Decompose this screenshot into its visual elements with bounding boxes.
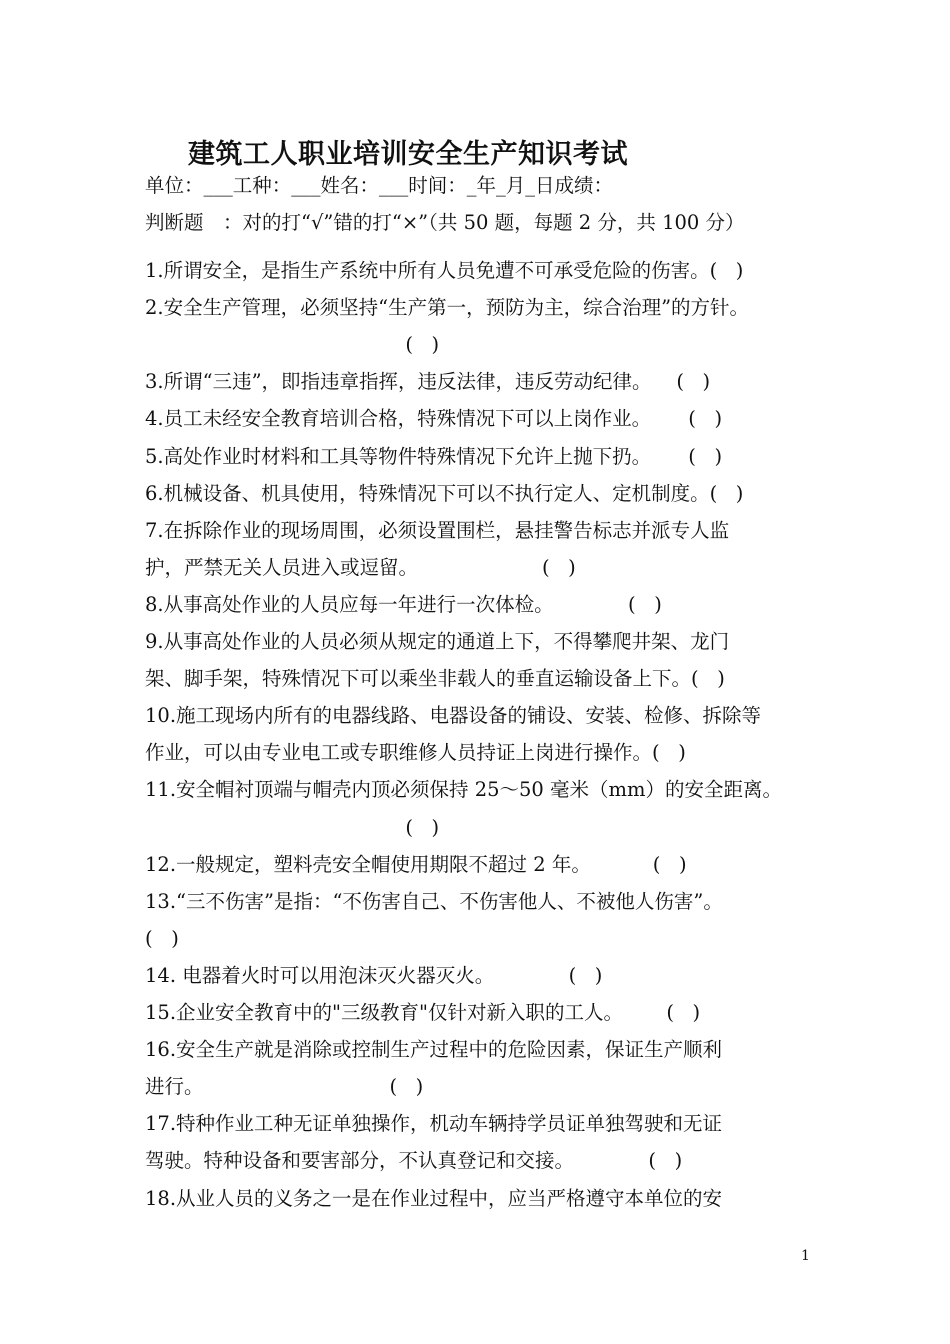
question-line: 架、脚手架，特殊情况下可以乘坐非载人的垂直运输设备上下。( ) [145, 667, 725, 691]
question-line: 14. 电器着火时可以用泡沫灭火器灭火。 ( ) [145, 963, 603, 987]
question-line: 9.从事高处作业的人员必须从规定的通道上下，不得攀爬井架、龙门 [145, 630, 730, 653]
question-line: 15.企业安全教育中的"三级教育"仅针对新入职的工人。 ( ) [145, 1001, 701, 1024]
info-line: 单位：___工种：___姓名：___时间：_年_月_日成绩： [145, 174, 614, 197]
question-line: 13.“三不伤害”是指：“不伤害自己、不伤害他人、不被他人伤害”。 [145, 889, 723, 913]
question-line: ( ) [145, 815, 440, 839]
question-line: 1.所谓安全，是指生产系统中所有人员免遭不可承受危险的伤害。( ) [145, 259, 744, 282]
question-line: ( ) [145, 333, 440, 357]
question-line: 驾驶。特种设备和要害部分，不认真登记和交接。 ( ) [145, 1149, 683, 1173]
question-line: 16.安全生产就是消除或控制生产过程中的危险因素，保证生产顺利 [145, 1038, 723, 1062]
question-line: 5.高处作业时材料和工具等物件特殊情况下允许上抛下扔。 ( ) [145, 444, 723, 468]
question-line: 11.安全帽衬顶端与帽壳内顶必须保持 25～50 毫米（mm）的安全距离。 [145, 778, 783, 802]
question-line: 8.从事高处作业的人员应每一年进行一次体检。 ( ) [145, 592, 662, 616]
question-line: 7.在拆除作业的现场周围，必须设置围栏，悬挂警告标志并派专人监 [145, 518, 730, 542]
page-title: 建筑工人职业培训安全生产知识考试 [188, 139, 628, 170]
question-line: 12.一般规定，塑料壳安全帽使用期限不超过 2 年。 ( ) [145, 852, 687, 876]
question-line: ( ) [145, 926, 179, 950]
instruction-line: 判断题 ：对的打“√”错的打“×”（共 50 题，每题 2 分，共 100 分） [145, 211, 745, 234]
question-line: 18.从业人员的义务之一是在作业过程中，应当严格遵守本单位的安 [145, 1186, 723, 1210]
question-line: 17.特种作业工种无证单独操作，机动车辆持学员证单独驾驶和无证 [145, 1112, 723, 1136]
page-number: 1 [801, 1248, 810, 1264]
question-line: 4.员工未经安全教育培训合格，特殊情况下可以上岗作业。 ( ) [145, 407, 723, 431]
question-line: 2.安全生产管理，必须坚持“生产第一，预防为主，综合治理”的方针。 [145, 296, 750, 320]
question-line: 护，严禁无关人员进入或逗留。 ( ) [145, 555, 576, 579]
question-line: 3.所谓“三违”，即指违章指挥，违反法律，违反劳动纪律。 ( ) [145, 370, 711, 394]
question-line: 作业，可以由专业电工或专职维修人员持证上岗进行操作。( ) [145, 741, 686, 765]
question-line: 进行。 ( ) [145, 1075, 424, 1099]
question-line: 10.施工现场内所有的电器线路、电器设备的铺设、安装、检修、拆除等 [145, 704, 762, 728]
question-line: 6.机械设备、机具使用，特殊情况下可以不执行定人、定机制度。( ) [145, 481, 744, 505]
